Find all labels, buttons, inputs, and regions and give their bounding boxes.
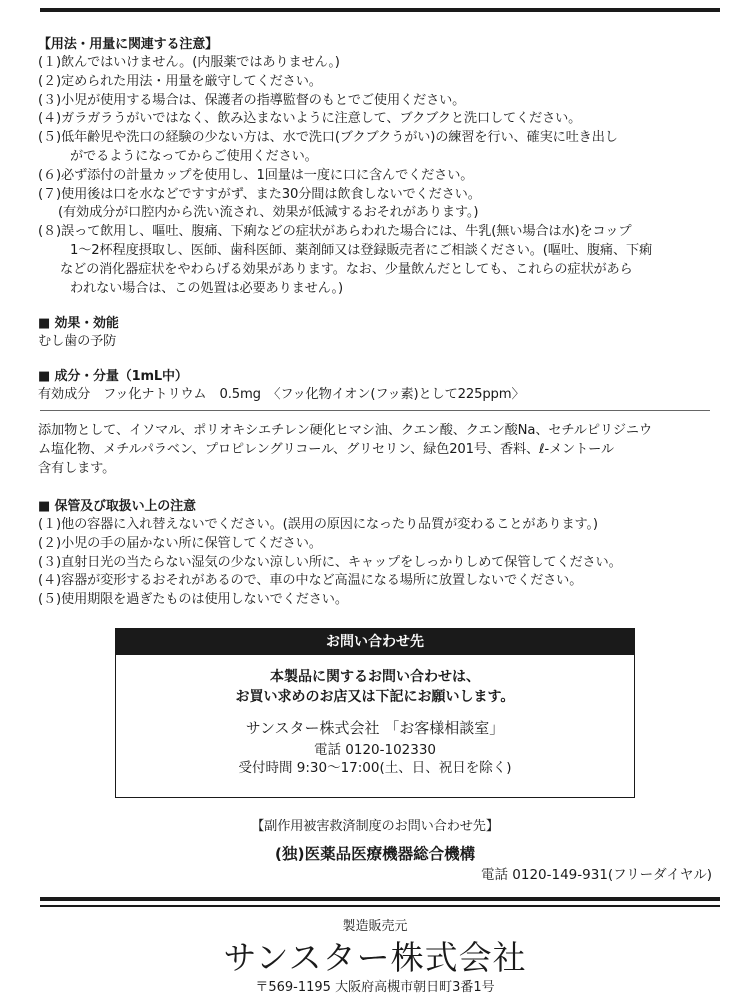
relief-organization: (独)医薬品医療機器総合機構 (274, 845, 476, 863)
storage-line-3: (３)直射日光の当たらない湿気の少ない涼しい所に、キャップをしっかりしめて保管してください。 (38, 554, 622, 570)
usage-line-6: (６)必ず添付の計量カップを使用し、1回量は一度に口に含んでください。 (38, 167, 474, 183)
storage-line-2: (２)小児の手の届かない所に保管してください。 (38, 535, 322, 551)
storage-section (38, 498, 718, 610)
contact-message-line-2: お買い求めのお店又は下記にお願いします。 (235, 689, 515, 705)
efficacy-heading: ■ 効果・効能 (38, 316, 119, 331)
usage-line-5-cont: がでるようになってからご使用ください。 (70, 148, 318, 164)
usage-heading: 【用法・用量に関連する注意】 (38, 37, 218, 52)
additives-line-3: 含有します。 (38, 460, 116, 476)
ingredients-divider (40, 410, 710, 411)
maker-label: 製造販売元 (342, 919, 408, 934)
additives-line-2: ム塩化物、メチルパラベン、プロピレングリコール、グリセリン、緑色201号、香料、ℓ-メントール (38, 441, 614, 457)
top-rule (40, 8, 720, 12)
additives-line-1: 添加物として、イソマル、ポリオキシエチレン硬化ヒマシ油、クエン酸、クエン酸Na、セチルピリジニウ (38, 423, 653, 438)
contact-box-title: お問い合わせ先 (116, 629, 634, 655)
ingredients-heading: ■ 成分・分量（1mL中） (38, 369, 188, 384)
relief-label: 【副作用被害救済制度のお問い合わせ先】 (251, 819, 499, 834)
contact-phone: 電話 0120-102330 (313, 742, 437, 758)
contact-hours: 受付時間 9:30～17:00(土、日、祝日を除く) (238, 760, 512, 776)
usage-line-7: (７)使用後は口を水などですすがず、また30分間は飲食しないでください。 (38, 186, 481, 202)
ingredients-section (38, 368, 718, 405)
storage-heading: ■ 保管及び取扱い上の注意 (38, 499, 196, 514)
additives-section (38, 422, 718, 478)
maker-address: 〒569-1195 大阪府高槻市朝日町3番1号 (255, 980, 495, 995)
usage-section (38, 36, 718, 298)
contact-box-body (116, 667, 634, 777)
usage-line-1: (１)飲んではいけません。(内服薬ではありません。) (38, 55, 340, 70)
relief-phone: 電話 0120-149-931(フリーダイヤル) (480, 867, 712, 883)
usage-line-4: (４)ガラガラうがいではなく、飲み込まないように注意して、ブクブクと洗口してください。 (38, 111, 582, 127)
storage-line-1: (１)他の容器に入れ替えないでください。(誤用の原因になったり品質が変わることがあります。) (38, 517, 598, 532)
bottom-rule-thick (40, 897, 720, 901)
usage-line-8-cont-2: などの消化器症状をやわらげる効果があります。なお、少量飲んだとしても、これらの症状があら (60, 261, 633, 277)
usage-line-8-cont-3: われない場合は、この処置は必要ありません。) (70, 280, 343, 296)
efficacy-text: むし歯の予防 (38, 334, 117, 349)
usage-line-8: (８)誤って飲用し、嘔吐、腹痛、下痢などの症状があらわれた場合には、牛乳(無い場合は水)をコップ (38, 224, 632, 240)
storage-line-4: (４)容器が変形するおそれがあるので、車の中など高温になる場所に放置しないでください。 (38, 573, 583, 589)
active-ingredient: 有効成分 フッ化ナトリウム 0.5mg 〈フッ化物イオン(フッ素)として225ppm〉 (38, 387, 525, 402)
bottom-rule-thin (40, 905, 720, 907)
usage-line-2: (２)定められた用法・用量を厳守してください。 (38, 73, 322, 89)
efficacy-section (38, 315, 718, 352)
contact-company: サンスター株式会社 「お客様相談室」 (245, 719, 505, 737)
storage-line-5: (５)使用期限を過ぎたものは使用しないでください。 (38, 592, 348, 608)
contact-box (115, 628, 635, 798)
usage-line-7-note: (有効成分が口腔内から洗い流され、効果が低減するおそれがあります。) (58, 205, 479, 221)
usage-line-3: (３)小児が使用する場合は、保護者の指導監督のもとでご使用ください。 (38, 92, 466, 108)
usage-line-5: (５)低年齢児や洗口の経験の少ない方は、水で洗口(ブクブクうがい)の練習を行い、確実に吐き出し (38, 130, 618, 146)
contact-message-line-1: 本製品に関するお問い合わせは、 (270, 669, 480, 685)
maker-name: サンスター株式会社 (223, 938, 527, 977)
usage-line-8-cont-1: 1～2杯程度摂取し、医師、歯科医師、薬剤師又は登録販売者にご相談ください。(嘔吐、腹痛、下痢 (70, 242, 653, 258)
